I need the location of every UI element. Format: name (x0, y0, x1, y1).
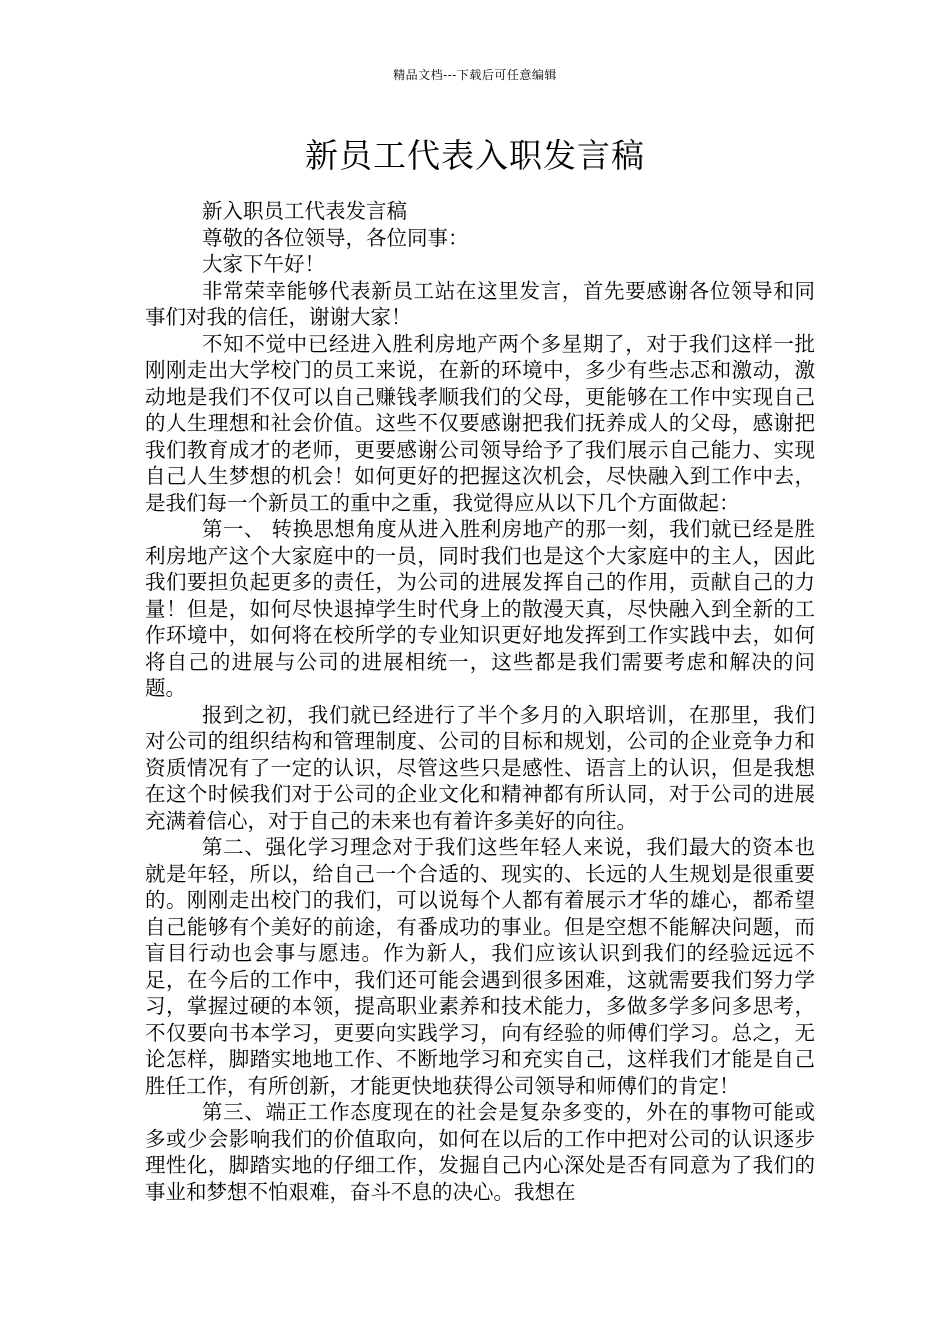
paragraph-point-one: 第一、 转换思想角度从进入胜利房地产的那一刻，我们就已经是胜利房地产这个大家庭中的一员，同时我们也是这个大家庭中的主人，因此我们要担负起更多的责任，为公司的进展发挥自己的作用，贡献自己的力量！但是，如何尽快退掉学生时代身上的散漫天真，尽快融入到全新的工作环境中，如何将在校所学的专业知识更好地发挥到工作实践中去，如何将自己的进展与公司的进展相统一，这些都是我们需要考虑和解决的问题。 (145, 517, 815, 700)
header-note: 精品文档---下载后可任意编辑 (393, 68, 557, 82)
paragraph-salutation: 尊敬的各位领导，各位同事： (202, 225, 469, 250)
document-body (145, 198, 815, 1205)
paragraph-point-three: 第三、端正工作态度现在的社会是复杂多变的，外在的事物可能或多或少会影响我们的价值取向，如何在以后的工作中把对公司的认识逐步理性化，脚踏实地的仔细工作，发掘自己内心深处是否有同意为了我们的事业和梦想不怕艰难，奋斗不息的决心。我想在 (145, 1100, 815, 1204)
paragraph-intro: 非常荣幸能够代表新员工站在这里发言，首先要感谢各位领导和同事们对我的信任，谢谢大家！ (145, 278, 815, 329)
paragraph-greeting: 大家下午好！ (202, 252, 325, 276)
paragraph-point-two: 第二、强化学习理念对于我们这些年轻人来说，我们最大的资本也就是年轻，所以，给自己一个合适的、现实的、长远的人生规划是很重要的。刚刚走出校门的我们，可以说每个人都有着展示才华的雄心，都希望自己能够有个美好的前途，有番成功的事业。但是空想不能解决问题，而盲目行动也会事与愿违。作为新人，我们应该认识到我们的经验远远不足，在今后的工作中，我们还可能会遇到很多困难，这就需要我们努力学习，掌握过硬的本领，提高职业素养和技术能力，多做多学多问多思考，不仅要向书本学习，更要向实践学习，向有经验的师傅们学习。总之，无论怎样，脚踏实地地工作、不断地学习和充实自己，这样我们才能是自己胜任工作，有所创新，才能更快地获得公司领导和师傅们的肯定！ (145, 835, 815, 1098)
paragraph-training: 报到之初，我们就已经进行了半个多月的入职培训，在那里，我们对公司的组织结构和管理制度、公司的目标和规划，公司的企业竞争力和资质情况有了一定的认识，尽管这些只是感性、语言上的认识，但是我想在这个时候我们对于公司的企业文化和精神都有所认同，对于公司的进展充满着信心，对于自己的未来也有着许多美好的向往。 (145, 702, 815, 833)
document-title: 新员工代表入职发言稿 (305, 136, 645, 175)
paragraph-body: 不知不觉中已经进入胜利房地产两个多星期了，对于我们这样一批刚刚走出大学校门的员工来说，在新的环境中，多少有些忐忑和激动，激动地是我们不仅可以自己赚钱孝顺我们的父母，更能够在工作中实现自己的人生理想和社会价值。这些不仅要感谢把我们抚养成人的父母，感谢把我们教育成才的老师，更要感谢公司领导给予了我们展示自己能力、实现自己人生梦想的机会！如何更好的把握这次机会，尽快融入到工作中去，是我们每一个新员工的重中之重，我觉得应从以下几个方面做起： (145, 331, 815, 515)
paragraph-subtitle: 新入职员工代表发言稿 (202, 199, 407, 223)
